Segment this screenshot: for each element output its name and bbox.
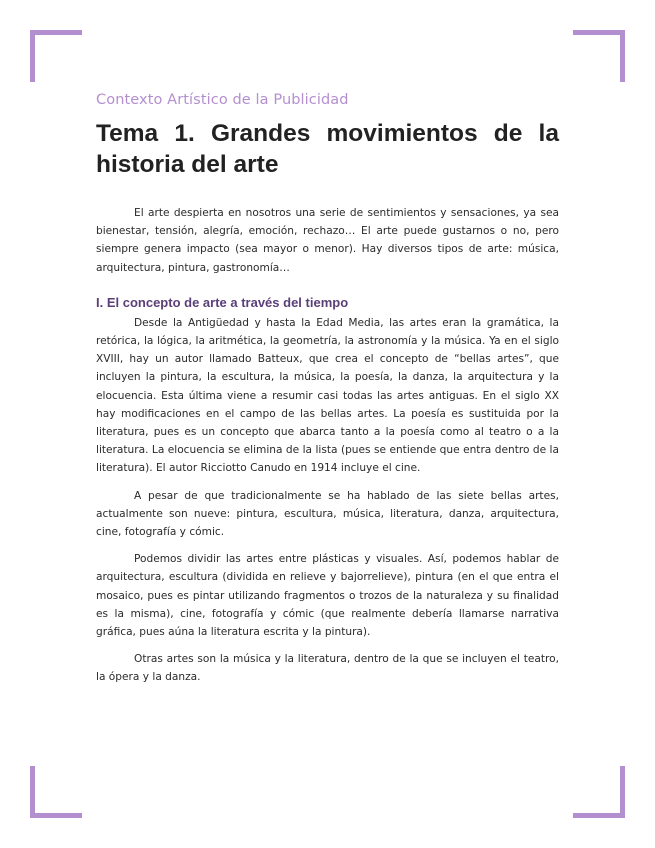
corner-bracket-bottom-left — [30, 766, 82, 818]
body-paragraph: Desde la Antigüedad y hasta la Edad Media, las artes eran la gramática, la retórica, la lógica, la aritmética, la geometría, la astronomía y la música. Ya en el siglo XVIII, hay un autor llamado Batteux, que crea el concepto de “bellas artes”, que incluyen la pintura, la escultura, la música, la poesía, la danza, la arquitectura y la elocuencia. Esta última viene a resumir casi todas las artes antiguas. En el siglo XX hay modificaciones en el campo de las bellas artes. La poesía es sustituida por la literatura, pues es un concepto que abarca tanto a la poesía como al teatro o a la literatura. La elocuencia se elimina de la lista (pues se entiende que entra dentro de la literatura). El autor Ricciotto Canudo en 1914 incluye el cine. — [96, 316, 559, 475]
page-content — [96, 92, 559, 696]
body-paragraph: Podemos dividir las artes entre plásticas y visuales. Así, podemos hablar de arquitectura, escultura (dividida en relieve y bajorrelieve), pintura (en el que entra el mosaico, pues es pintar utilizando fragmentos o trozos de la naturaleza y su finalidad es la misma), cine, fotografía y cómic (que realmente debería llamarse narrativa gráfica, pues aúna la literatura escrita y la pintura). — [96, 553, 559, 639]
corner-bracket-top-right — [573, 30, 625, 82]
corner-bracket-bottom-right — [573, 766, 625, 818]
intro-paragraph: El arte despierta en nosotros una serie de sentimientos y sensaciones, ya sea bienestar, tensión, alegría, emoción, rechazo… El arte puede gustarnos o no, pero siempre genera impacto (sea mayor o menor). Hay diversos tipos de arte: música, arquitectura, pintura, gastronomía… — [96, 207, 559, 274]
section-heading: I. El concepto de arte a través del tiempo — [96, 294, 349, 310]
corner-bracket-top-left — [30, 30, 82, 82]
body-paragraph: A pesar de que tradicionalmente se ha hablado de las siete bellas artes, actualmente son nueve: pintura, escultura, música, literatura, danza, arquitectura, cine, fotografía y cómic. — [96, 489, 559, 539]
body-paragraph: Otras artes son la música y la literatura, dentro de la que se incluyen el teatro, la ópera y la danza. — [96, 653, 559, 684]
subject-header: Contexto Artístico de la Publicidad — [96, 92, 349, 108]
page-title: Tema 1. Grandes movimientos de la historia del arte — [96, 120, 559, 178]
